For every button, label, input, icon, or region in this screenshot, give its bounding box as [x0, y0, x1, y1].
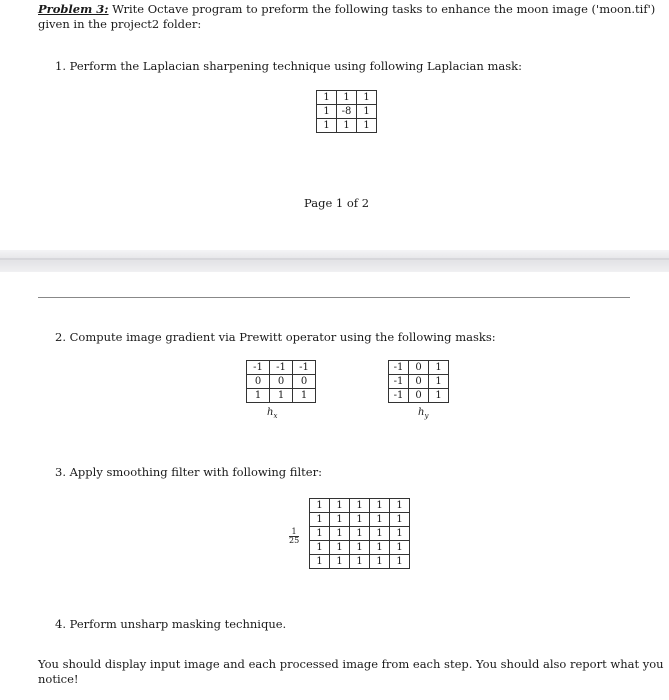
matrix-cell: 1 [357, 119, 377, 133]
hx-caption [267, 407, 277, 420]
matrix-cell: 1 [390, 499, 410, 513]
matrix-cell: 1 [337, 119, 357, 133]
matrix-cell: 0 [247, 375, 270, 389]
matrix-row [310, 555, 410, 569]
matrix-row [310, 499, 410, 513]
matrix-cell: 1 [317, 91, 337, 105]
matrix-cell: 1 [317, 105, 337, 119]
matrix-cell: 0 [293, 375, 316, 389]
hx-subscript: x [273, 412, 278, 420]
matrix-cell: 1 [357, 91, 377, 105]
matrix-cell: 1 [370, 541, 390, 555]
hy-caption [418, 407, 428, 420]
matrix-row [317, 119, 377, 133]
matrix-cell: -1 [389, 389, 409, 403]
matrix-cell: 1 [330, 527, 350, 541]
hy-subscript: y [424, 412, 429, 420]
matrix-cell: 1 [330, 541, 350, 555]
smoothing-fraction [289, 528, 299, 545]
closing-line2: notice! [38, 672, 79, 686]
matrix-row [310, 513, 410, 527]
matrix-cell: 1 [350, 499, 370, 513]
matrix-row [389, 375, 449, 389]
fraction-denominator: 25 [289, 536, 300, 545]
matrix-cell: -1 [389, 375, 409, 389]
task-1-text: 1. Perform the Laplacian sharpening technique using following Laplacian mask: [55, 59, 522, 73]
matrix-cell: 1 [310, 499, 330, 513]
matrix-cell: 1 [390, 541, 410, 555]
problem-statement-line2: given in the project2 folder: [38, 17, 202, 31]
matrix-row [247, 389, 316, 403]
matrix-cell: 1 [370, 527, 390, 541]
matrix-row [310, 527, 410, 541]
matrix-cell: 1 [310, 527, 330, 541]
matrix-row [247, 375, 316, 389]
page-break-line [0, 258, 669, 260]
matrix-cell: 1 [350, 513, 370, 527]
matrix-row [310, 541, 410, 555]
matrix-cell: 1 [370, 555, 390, 569]
problem-heading: Problem 3: [38, 2, 109, 16]
matrix-cell: -1 [389, 361, 409, 375]
problem-statement-line1 [38, 2, 655, 16]
matrix-cell: 1 [357, 105, 377, 119]
matrix-cell: 0 [270, 375, 293, 389]
matrix-cell: -1 [247, 361, 270, 375]
prewitt-hy-table [388, 360, 449, 403]
matrix-row [317, 105, 377, 119]
page-top-rule [38, 297, 630, 298]
matrix-cell: 1 [310, 541, 330, 555]
matrix-cell: 1 [310, 555, 330, 569]
matrix-cell: 1 [247, 389, 270, 403]
matrix-cell: 1 [350, 541, 370, 555]
matrix-row [247, 361, 316, 375]
matrix-cell: -1 [270, 361, 293, 375]
page-number: Page 1 of 2 [304, 196, 370, 210]
matrix-cell: 1 [350, 527, 370, 541]
hx-label: h [267, 407, 274, 418]
matrix-cell: 1 [350, 555, 370, 569]
matrix-cell: 1 [337, 91, 357, 105]
smoothing-mask-table [309, 498, 410, 569]
closing-line1: You should display input image and each processed image from each step. You should also report what you [38, 657, 664, 671]
matrix-row [389, 361, 449, 375]
hy-label: h [418, 407, 425, 418]
matrix-row [317, 91, 377, 105]
prewitt-hx-table [246, 360, 316, 403]
matrix-cell: 1 [390, 513, 410, 527]
matrix-cell: 1 [390, 555, 410, 569]
matrix-cell: -8 [337, 105, 357, 119]
page-break-band [0, 250, 669, 272]
matrix-cell: 1 [317, 119, 337, 133]
matrix-cell: 1 [429, 361, 449, 375]
matrix-cell: 1 [330, 499, 350, 513]
matrix-cell: 1 [330, 555, 350, 569]
matrix-cell: 1 [390, 527, 410, 541]
matrix-cell: -1 [293, 361, 316, 375]
matrix-row [389, 389, 449, 403]
matrix-cell: 1 [429, 389, 449, 403]
matrix-cell: 0 [409, 361, 429, 375]
matrix-cell: 0 [409, 375, 429, 389]
matrix-cell: 1 [293, 389, 316, 403]
matrix-cell: 1 [330, 513, 350, 527]
matrix-cell: 1 [310, 513, 330, 527]
matrix-cell: 1 [370, 513, 390, 527]
problem-intro: Write Octave program to preform the following tasks to enhance the moon image ('moon.tif') [108, 2, 656, 16]
matrix-cell: 0 [409, 389, 429, 403]
fraction-numerator: 1 [289, 528, 299, 537]
task-3-text: 3. Apply smoothing filter with following filter: [55, 465, 322, 479]
matrix-cell: 1 [429, 375, 449, 389]
task-2-text: 2. Compute image gradient via Prewitt operator using the following masks: [55, 330, 496, 344]
task-4-text: 4. Perform unsharp masking technique. [55, 617, 287, 631]
laplacian-mask-table [316, 90, 377, 133]
matrix-cell: 1 [270, 389, 293, 403]
matrix-cell: 1 [370, 499, 390, 513]
